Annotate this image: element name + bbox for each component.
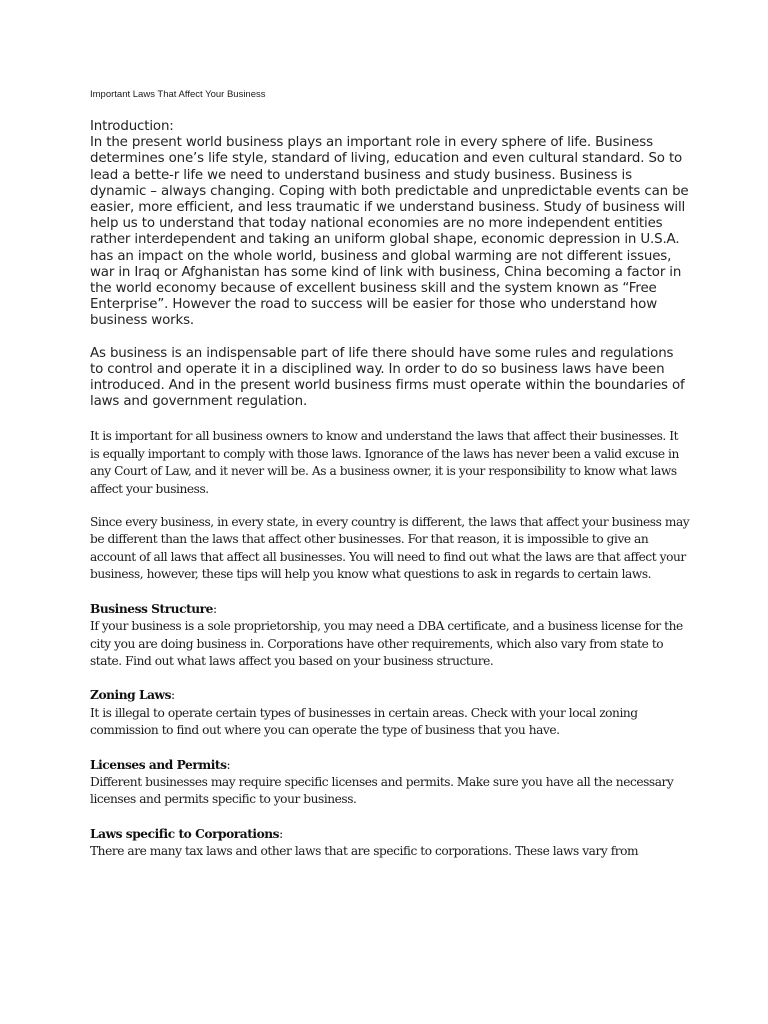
section-heading-text: Licenses and Permits — [90, 757, 227, 772]
section-heading-colon: : — [171, 688, 175, 703]
section-heading — [90, 687, 690, 704]
section-body: If your business is a sole proprietorship, you may need a DBA certificate, and a business license for the city you are doing business in. Corporations have other requirements, which also vary from state to state. Find out what laws affect you based on your business structure. — [90, 619, 683, 668]
section-heading — [90, 826, 690, 843]
section-heading-colon: : — [226, 757, 231, 772]
section-heading-text: Zoning Laws — [90, 688, 172, 703]
document-page — [90, 88, 690, 861]
section-heading-colon: : — [279, 826, 283, 841]
section-body: Different businesses may require specific licenses and permits. Make sure you have all the necessary licenses and permits specific to your business. — [90, 774, 674, 807]
introduction-heading: Introduction: — [90, 119, 174, 134]
section-business-structure — [90, 601, 690, 671]
section-laws-specific-to-corporations — [90, 826, 690, 861]
section-body: There are many tax laws and other laws that are specific to corporations. These laws vary from — [90, 844, 639, 859]
section-zoning-laws — [90, 687, 690, 739]
section-heading-text: Business Structure — [90, 601, 213, 616]
introduction-paragraph: In the present world business plays an important role in every sphere of life. Business determines one’s life style, standard of living, education and even cultural standard. So to lead a bette-r life we need to understand business and study business. Business is dynamic – always changing. Coping with both predictable and unpredictable events can be easier, more efficient, and less traumatic if we understand business. Study of business will help us to understand that today national economies are no more independent entities rather interdependent and taking an uniform global shape, economic depression in U.S.A. has an impact on the whole world, business and global warming are not different issues, war in Iraq or Afghanistan has some kind of link with business, China becoming a factor in the world economy because of excellent business skill and the system known as “Free Enterprise”. However the road to success will be easier for those who understand how business works. — [90, 135, 689, 329]
section-body: It is illegal to operate certain types of businesses in certain areas. Check with your local zoning commission to find out where you can operate the type of business that you have. — [90, 705, 638, 738]
document-title: Important Laws That Affect Your Business — [90, 89, 266, 100]
introduction-block — [90, 119, 690, 330]
importance-paragraph: It is important for all business owners to know and understand the laws that affect their businesses. It is equally important to comply with those laws. Ignorance of the laws has never been a valid excuse in any Court of Law, and it never will be. As a business owner, it is your responsibility to know what laws affect your business. — [90, 429, 679, 496]
every-business-paragraph: Since every business, in every state, in every country is different, the laws that affect your business may be different than the laws that affect other businesses. For that reason, it is impossible to give an account of all laws that affect all businesses. You will need to find out what the laws are that affect your business, however, these tips will help you know what questions to ask in regards to certain laws. — [90, 515, 690, 582]
section-heading-colon: : — [212, 601, 217, 616]
section-heading — [90, 601, 690, 618]
section-licenses-and-permits — [90, 757, 690, 809]
section-heading-text: Laws specific to Corporations — [90, 826, 280, 841]
section-heading — [90, 757, 690, 774]
business-laws-paragraph: As business is an indispensable part of life there should have some rules and regulations to control and operate it in a disciplined way. In order to do so business laws have been introduced. And in the present world business firms must operate within the boundaries of laws and government regulation. — [90, 345, 685, 410]
